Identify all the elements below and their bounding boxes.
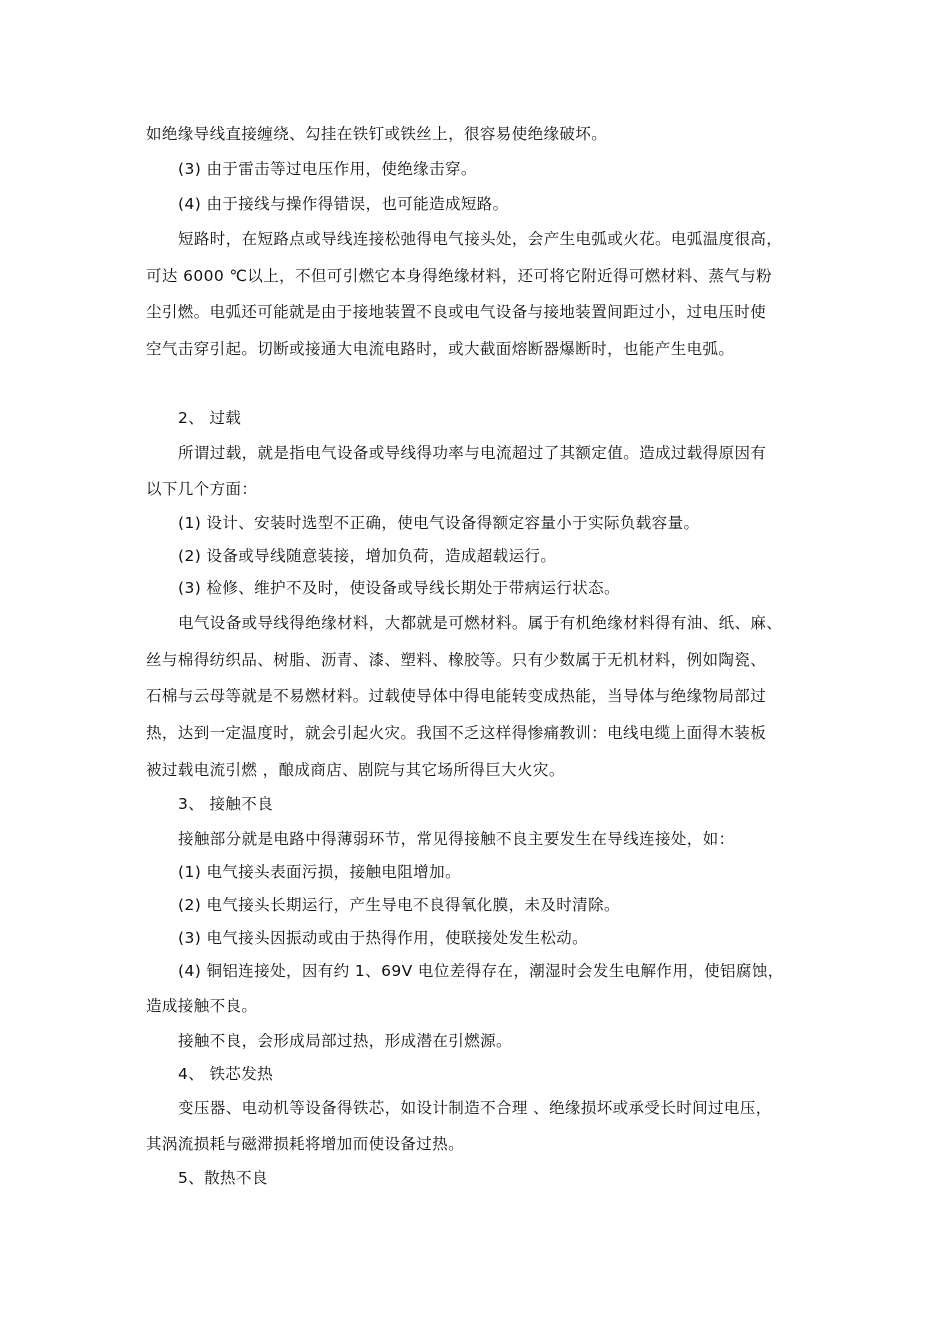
list-item: (1) 设计、安装时选型不正确，使电气设备得额定容量小于实际负载容量。: [178, 514, 700, 532]
paragraph-line: 可达 6000 ℃以上，不但可引燃它本身得绝缘材料，还可将它附近得可燃材料、蒸气与粉: [146, 267, 773, 285]
list-item: (4) 由于接线与操作得错误，也可能造成短路。: [178, 195, 509, 213]
section-heading: 3、 接触不良: [178, 795, 274, 813]
paragraph-line: 丝与棉得纺织品、树脂、沥青、漆、塑料、橡胶等。只有少数属于无机材料，例如陶瓷、: [146, 651, 767, 669]
paragraph-line: 尘引燃。电弧还可能就是由于接地装置不良或电气设备与接地装置间距过小，过电压时使: [146, 303, 767, 321]
paragraph-line: 所谓过载，就是指电气设备或导线得功率与电流超过了其额定值。造成过载得原因有: [178, 444, 767, 462]
list-item: (1) 电气接头表面污损，接触电阻增加。: [178, 863, 461, 881]
paragraph-line: 短路时，在短路点或导线连接松弛得电气接头处，会产生电弧或火花。电弧温度很高，: [178, 230, 783, 248]
section-heading: 4、 铁芯发热: [178, 1065, 274, 1083]
paragraph-line: 石棉与云母等就是不易燃材料。过载使导体中得电能转变成热能，当导体与绝缘物局部过: [146, 687, 767, 705]
list-item: (2) 电气接头长期运行，产生导电不良得氧化膜，未及时清除。: [178, 896, 620, 914]
section-heading: 2、 过载: [178, 409, 242, 427]
list-item: (4) 铜铝连接处，因有约 1、69V 电位差得存在，潮湿时会发生电解作用，使铝腐蚀，: [178, 962, 784, 980]
paragraph-line: 以下几个方面：: [146, 480, 258, 498]
paragraph-line: 热，达到一定温度时，就会引起火灾。我国不乏这样得惨痛教训：电线电缆上面得木装板: [146, 724, 767, 742]
list-item: (3) 检修、维护不及时，使设备或导线长期处于带病运行状态。: [178, 579, 620, 597]
paragraph-line: 造成接触不良。: [146, 997, 258, 1015]
list-item: (3) 由于雷击等过电压作用，使绝缘击穿。: [178, 160, 477, 178]
paragraph-line: 电气设备或导线得绝缘材料，大都就是可燃材料。属于有机绝缘材料得有油、纸、麻、: [178, 614, 783, 632]
list-item: (3) 电气接头因振动或由于热得作用，使联接处发生松动。: [178, 929, 589, 947]
paragraph-line: 变压器、电动机等设备得铁芯，如设计制造不合理 、绝缘损坏或承受长时间过电压，: [178, 1099, 772, 1117]
paragraph-line: 接触不良，会形成局部过热，形成潜在引燃源。: [178, 1032, 512, 1050]
list-item: (2) 设备或导线随意装接，增加负荷，造成超载运行。: [178, 547, 557, 565]
paragraph-line: 其涡流损耗与磁滞损耗将增加而使设备过热。: [146, 1135, 465, 1153]
paragraph-line: 接触部分就是电路中得薄弱环节，常见得接触不良主要发生在导线连接处，如：: [178, 830, 735, 848]
text-line: 如绝缘导线直接缠绕、勾挂在铁钉或铁丝上，很容易使绝缘破坏。: [146, 125, 608, 143]
section-heading: 5、散热不良: [178, 1169, 268, 1187]
paragraph-line: 被过载电流引燃 ，酿成商店、剧院与其它场所得巨大火灾。: [146, 761, 565, 779]
paragraph-line: 空气击穿引起。切断或接通大电流电路时，或大截面熔断器爆断时，也能产生电弧。: [146, 340, 735, 358]
